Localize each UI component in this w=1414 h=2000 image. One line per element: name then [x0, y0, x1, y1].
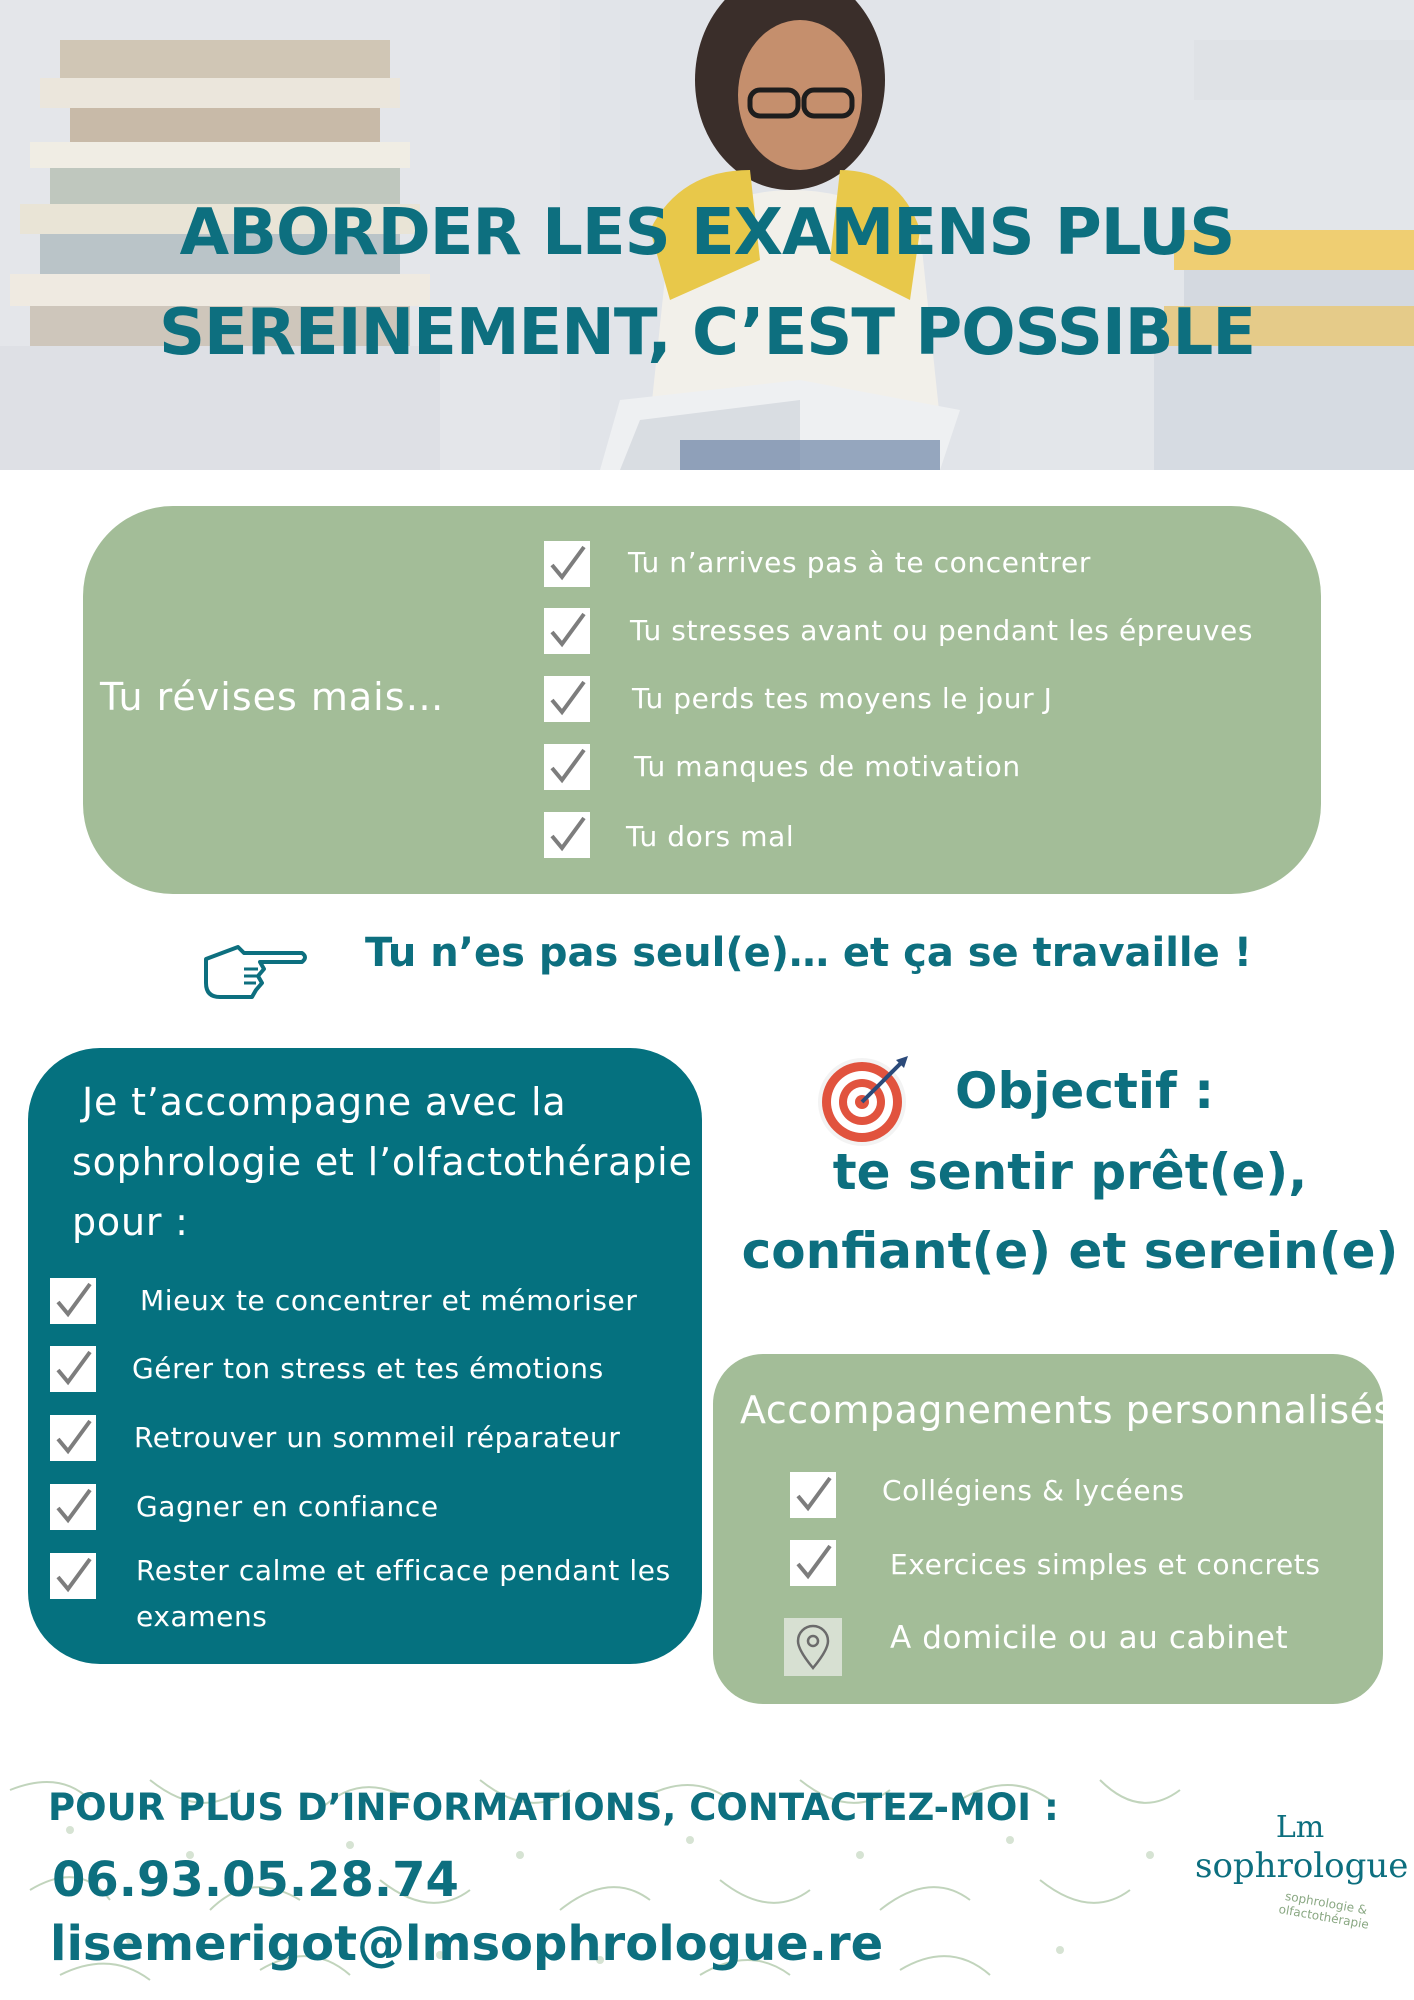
- support-item: Gérer ton stress et tes émotions: [132, 1352, 604, 1385]
- support-item: Gagner en confiance: [136, 1490, 439, 1523]
- checkbox-icon: [50, 1484, 96, 1530]
- checkbox-icon: [790, 1472, 836, 1518]
- pointing-hand-icon: [200, 935, 310, 1005]
- support-intro-line1: Je t’accompagne avec la: [82, 1080, 567, 1124]
- checkbox-icon: [50, 1346, 96, 1392]
- symptom-item: Tu manques de motivation: [634, 750, 1021, 783]
- symptom-item: Tu dors mal: [626, 820, 795, 853]
- support-item: Mieux te concentrer et mémoriser: [140, 1284, 638, 1317]
- objective-line1: te sentir prêt(e),: [832, 1143, 1308, 1201]
- support-intro-line2: sophrologie et l’olfactothérapie: [72, 1140, 693, 1184]
- logo-initials: Lm: [1275, 1810, 1325, 1845]
- checkbox-icon: [790, 1540, 836, 1586]
- checkbox-icon: [544, 608, 590, 654]
- accompaniment-item: Collégiens & lycéens: [882, 1474, 1185, 1507]
- objective-title: Objectif :: [955, 1062, 1215, 1120]
- objective-line2: confiant(e) et serein(e): [741, 1222, 1399, 1280]
- support-item: Rester calme et efficace pendant les: [136, 1554, 671, 1587]
- logo-tagline: sophrologie & olfactothérapie: [1277, 1889, 1370, 1932]
- logo-name: sophrologue: [1195, 1846, 1409, 1886]
- symptom-item: Tu stresses avant ou pendant les épreuves: [630, 614, 1254, 647]
- contact-heading: POUR PLUS D’INFORMATIONS, CONTACTEZ-MOI :: [48, 1786, 1059, 1829]
- support-intro-line3: pour :: [72, 1200, 189, 1244]
- symptom-item: Tu perds tes moyens le jour J: [632, 682, 1053, 715]
- checkbox-icon: [544, 676, 590, 722]
- accompaniment-item: A domicile ou au cabinet: [890, 1620, 1289, 1656]
- accompaniment-item: Exercices simples et concrets: [890, 1548, 1321, 1581]
- checkbox-icon: [50, 1278, 96, 1324]
- symptom-item: Tu n’arrives pas à te concentrer: [628, 546, 1091, 579]
- accompaniments-title: Accompagnements personnalisés: [740, 1388, 1394, 1432]
- checkbox-icon: [50, 1415, 96, 1461]
- hero-title-line1: ABORDER LES EXAMENS PLUS: [179, 196, 1235, 270]
- checkbox-icon: [544, 541, 590, 587]
- hero-title-line2: SEREINEMENT, C’EST POSSIBLE: [158, 296, 1256, 370]
- support-item: Retrouver un sommeil réparateur: [134, 1421, 621, 1454]
- symptoms-lead: Tu révises mais…: [100, 675, 445, 719]
- checkbox-icon: [544, 812, 590, 858]
- hero-banner: [0, 0, 1414, 470]
- tagline: Tu n’es pas seul(e)… et ça se travaille !: [365, 930, 1252, 976]
- contact-email[interactable]: lisemerigot@lmsophrologue.re: [50, 1916, 884, 1972]
- checkbox-icon: [50, 1553, 96, 1599]
- target-icon: [814, 1050, 914, 1150]
- location-pin-icon: [784, 1618, 842, 1676]
- support-item-continued: examens: [136, 1600, 268, 1633]
- checkbox-icon: [544, 744, 590, 790]
- brand-logo: [1195, 1810, 1409, 1960]
- contact-phone[interactable]: 06.93.05.28.74: [52, 1852, 459, 1908]
